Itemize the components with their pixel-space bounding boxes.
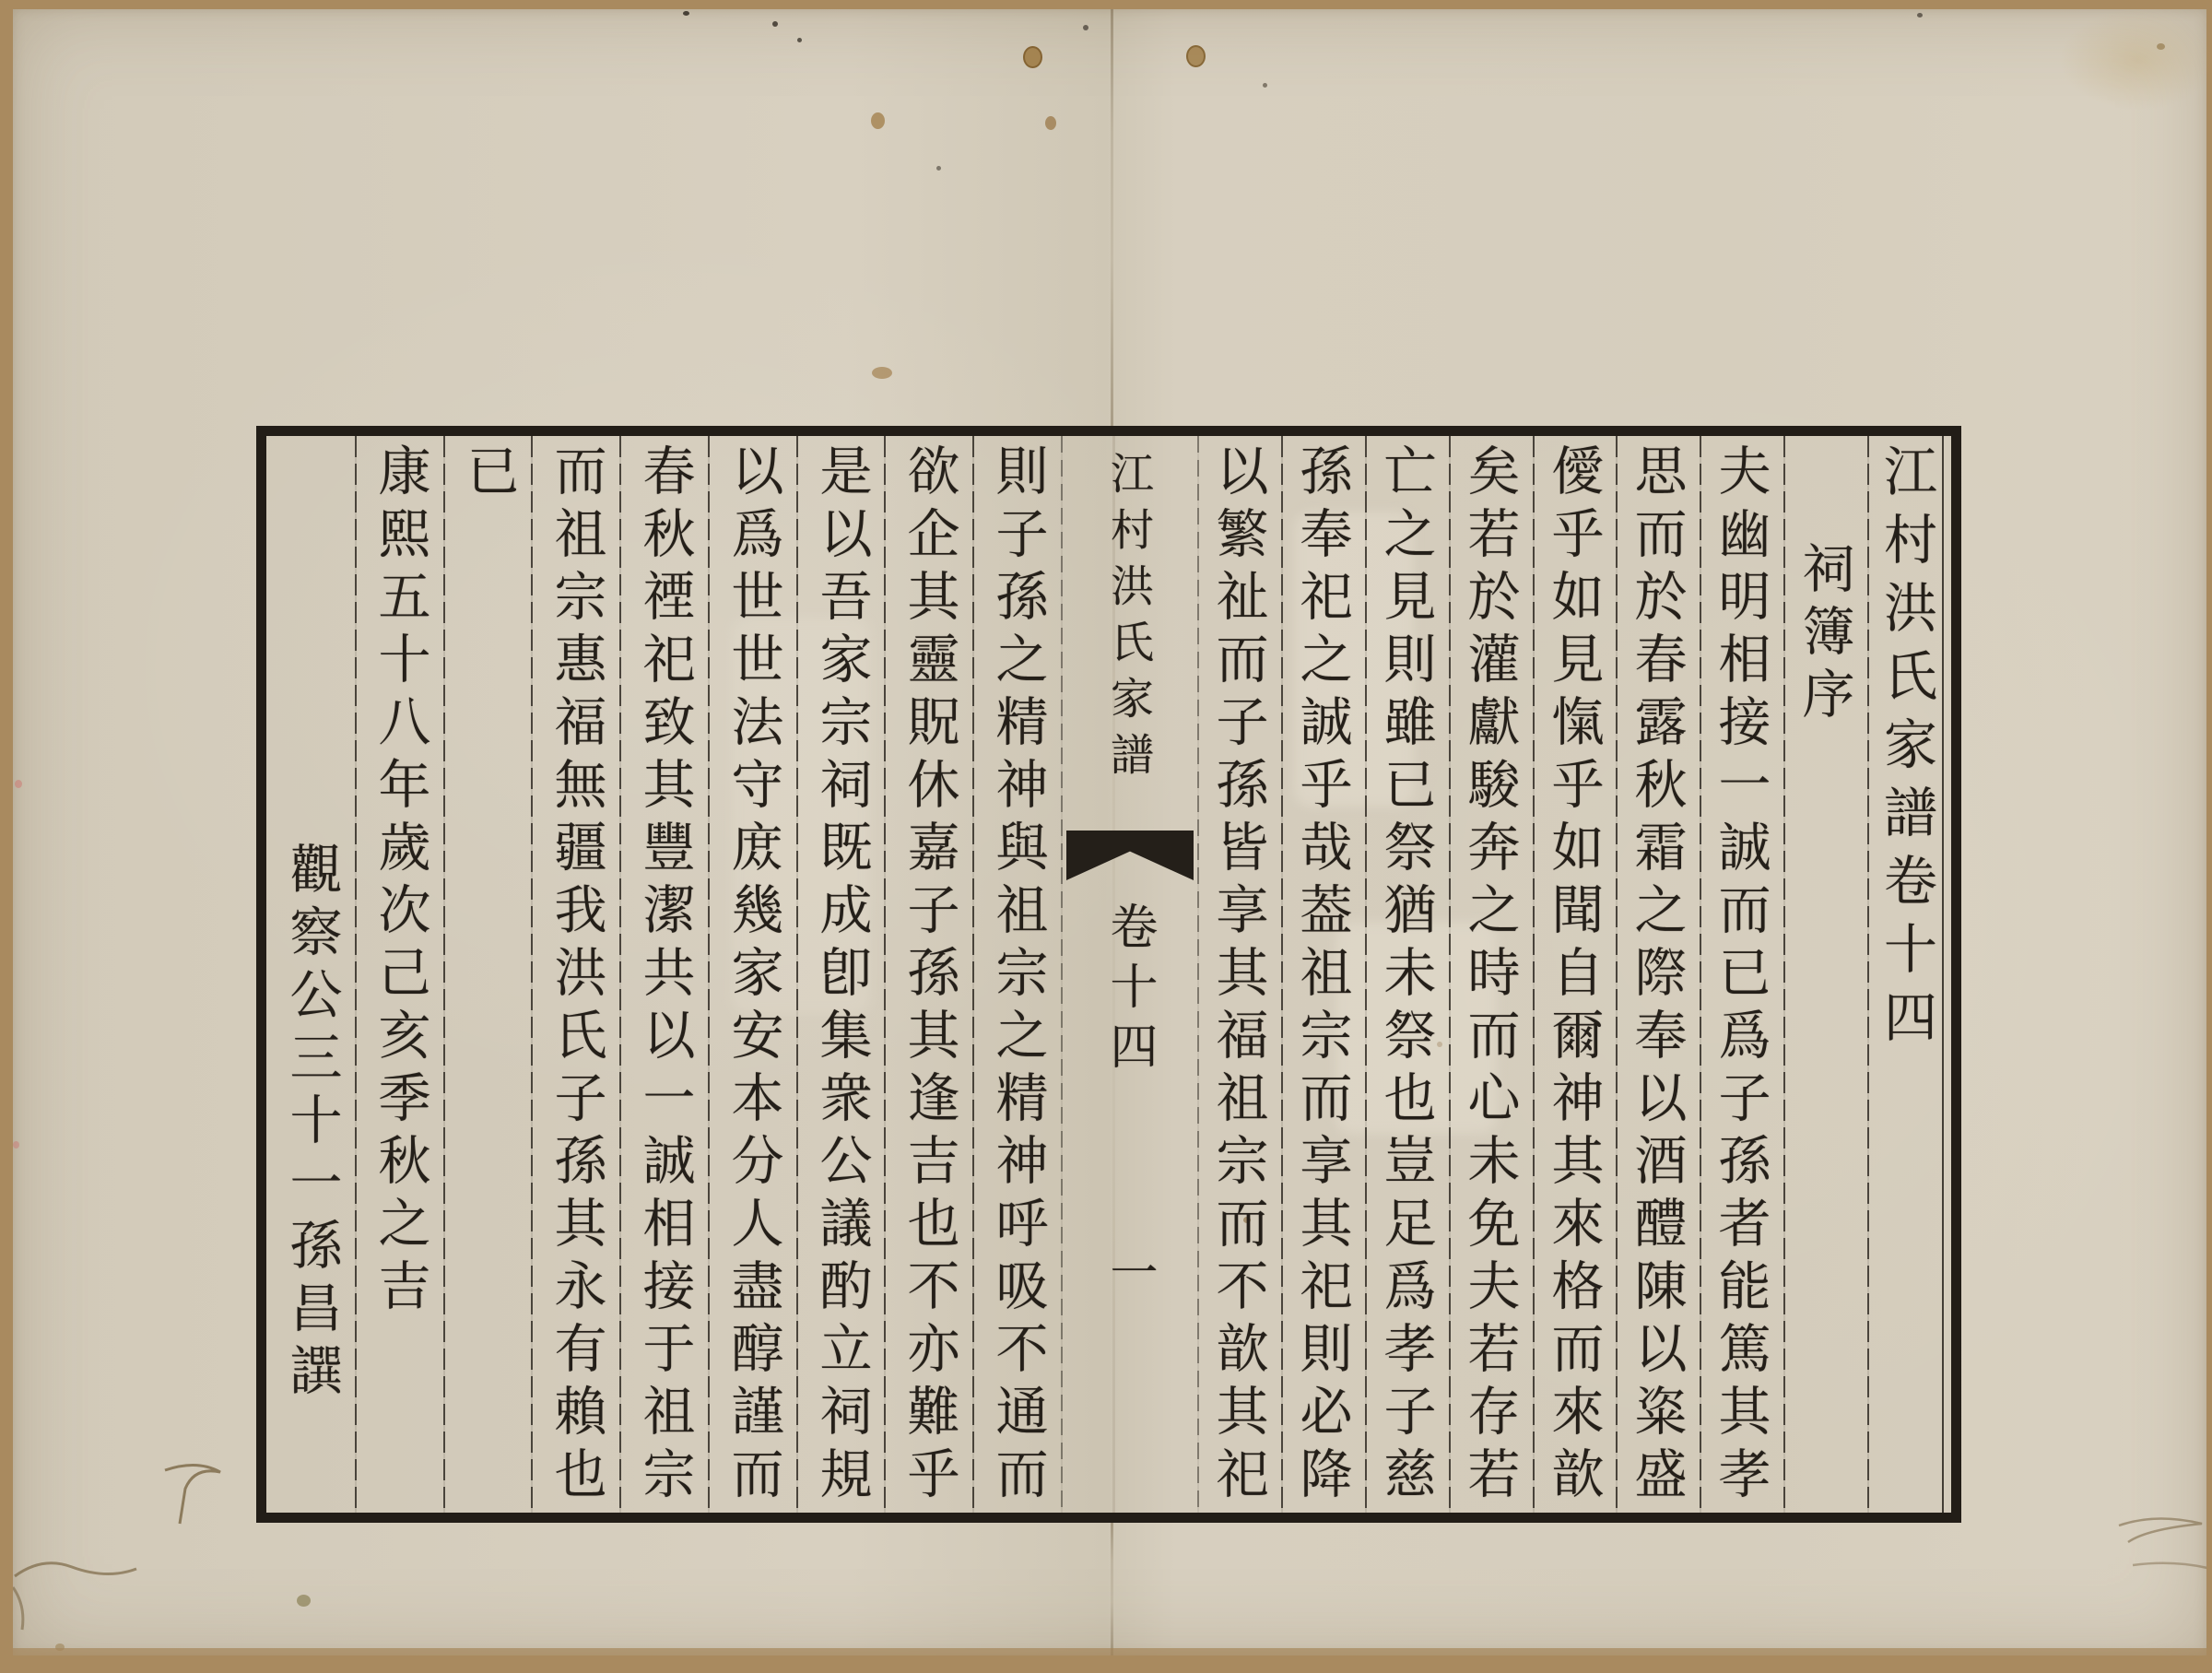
body-column: 僾乎如見愾乎如聞自爾神其來格而來歆 [1543, 443, 1604, 1509]
body-column: 夫幽明相接一誠而已爲子孫者能篤其孝 [1710, 443, 1771, 1509]
stain [1023, 46, 1042, 68]
column-divider [1281, 436, 1283, 1513]
stain [797, 38, 802, 42]
spine-divider [1197, 436, 1199, 1513]
stain [2059, 9, 2212, 111]
column-divider [1700, 436, 1701, 1513]
body-column: 春秋禋祀致其豐潔共以一誠相接于祖宗 [634, 443, 695, 1509]
body-column: 以繁祉而子孫皆享其福祖宗而不歆其祀 [1207, 443, 1268, 1509]
inner-border-line [1942, 436, 1944, 1513]
print-frame [256, 426, 1961, 1523]
column-divider [1616, 436, 1618, 1513]
body-column: 則子孫之精神與祖宗之精神呼吸不通而 [987, 443, 1048, 1509]
column-divider [1783, 436, 1785, 1513]
body-column: 思而於春露秋霜之際奉以酒醴陳以粢盛 [1626, 443, 1687, 1509]
column-divider [884, 436, 886, 1513]
column-divider [1449, 436, 1451, 1513]
column-divider [1533, 436, 1535, 1513]
stain [683, 11, 689, 16]
body-column: 孫奉祀之誠乎哉葢祖宗而享其祀則必降 [1291, 443, 1352, 1509]
stain [1083, 25, 1088, 30]
body-column: 亡之見則雖已祭猶未祭也豈足爲孝子慈 [1375, 443, 1436, 1509]
stain [13, 1141, 19, 1149]
fold-crease [1111, 1521, 1113, 1655]
stain [872, 367, 892, 379]
signature-column: 觀察公三十一孫昌譔 [281, 842, 342, 1406]
section-heading: 祠簿序 [1794, 541, 1854, 729]
spine-book-title: 江村洪氏家譜 [1103, 451, 1154, 788]
body-column: 是以吾家宗祠既成卽集衆公議酌立祠規 [811, 443, 872, 1509]
column-divider [355, 436, 357, 1513]
column-divider [796, 436, 798, 1513]
right-page-title-column: 江村洪氏家譜卷十四 [1875, 443, 1937, 1057]
fold-crease [1111, 9, 1113, 426]
body-column: 欲企其靈貺休嘉子孫其逢吉也不亦難乎 [899, 443, 959, 1509]
stain [297, 1595, 311, 1607]
column-divider [1365, 436, 1367, 1513]
stain [772, 21, 778, 27]
column-divider [531, 436, 533, 1513]
backing-edge [13, 1648, 2206, 1655]
column-divider [708, 436, 710, 1513]
column-divider [619, 436, 621, 1513]
column-divider [1867, 436, 1869, 1513]
frame-content [266, 436, 1951, 1513]
body-column: 以爲世世法守庻幾家安本分人盡醇謹而 [723, 443, 783, 1509]
spine-page-number: 一 [1101, 1247, 1157, 1307]
column-divider [972, 436, 974, 1513]
stain [1917, 13, 1923, 18]
stain [936, 166, 941, 171]
date-column: 康熙五十八年歲次己亥季秋之吉 [370, 443, 430, 1321]
spine-volume-label: 卷十四 [1101, 901, 1157, 1081]
stain [871, 112, 885, 129]
stain [1045, 116, 1056, 130]
spine-divider [1061, 436, 1063, 1513]
paper-sheet [13, 9, 2206, 1655]
body-column: 矣若於灌獻駿奔之時而心未免夫若存若 [1459, 443, 1520, 1509]
fishtail-mark [1066, 831, 1194, 880]
column-divider [443, 436, 445, 1513]
closing-particle: 已 [458, 443, 519, 506]
stain [1186, 45, 1206, 67]
body-column: 而祖宗惠福無疆我洪氏子孫其永有賴也 [546, 443, 606, 1509]
stain [15, 780, 22, 788]
stain [1263, 83, 1267, 88]
